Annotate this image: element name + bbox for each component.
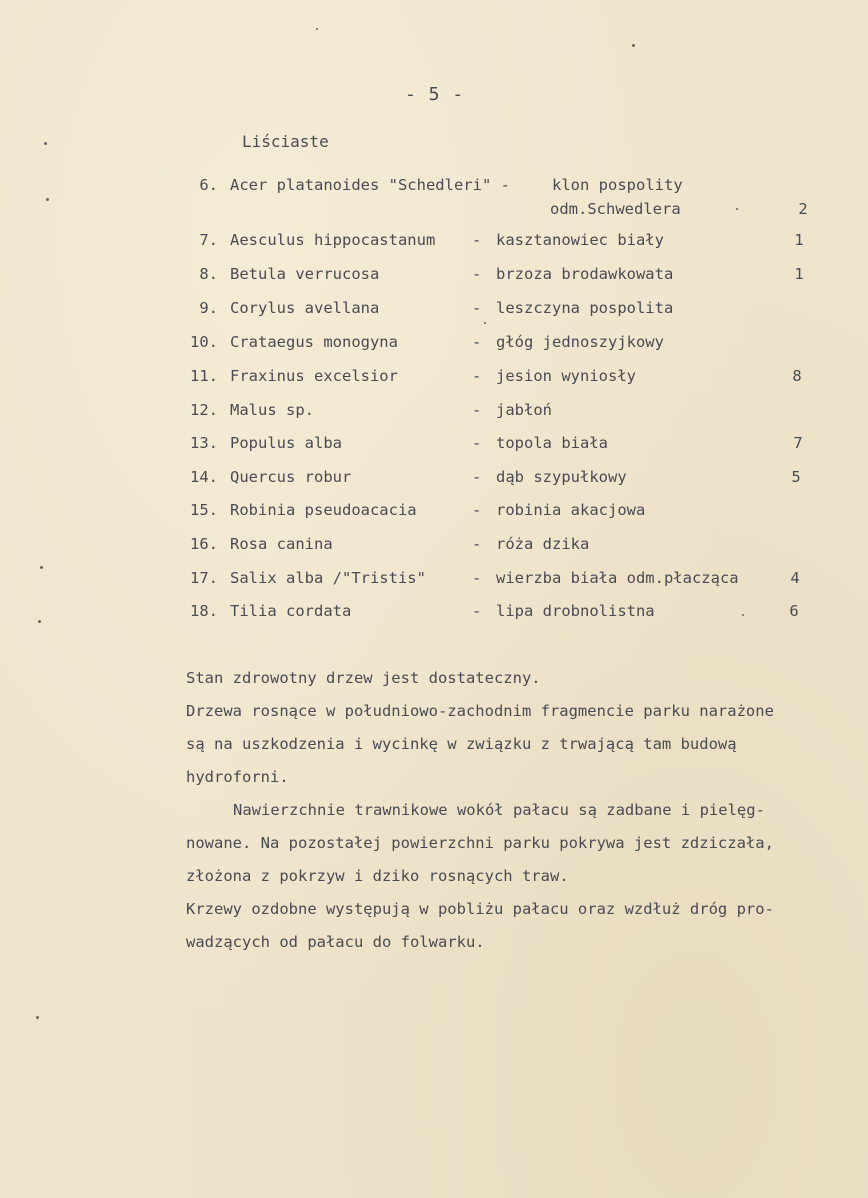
species-polish-name: robinia akacjowa (496, 501, 646, 519)
species-number: 17. (190, 569, 218, 587)
species-latin-name: Rosa canina (230, 535, 333, 553)
species-number: 15. (190, 501, 218, 519)
species-polish-name-continued: odm.Schwedlera (550, 200, 681, 218)
species-count: 5 (791, 468, 801, 486)
species-polish-name: wierzba biała odm.płacząca (496, 569, 739, 587)
species-dash: - (472, 535, 482, 553)
species-latin-name: Aesculus hippocastanum (230, 231, 436, 249)
species-latin-name: Quercus robur (230, 468, 352, 486)
paper-speck (736, 208, 738, 210)
species-polish-name: kasztanowiec biały (496, 231, 664, 249)
species-number: 14. (190, 468, 218, 486)
species-dash: - (472, 602, 482, 620)
paper-speck (484, 322, 486, 324)
page-number: - 5 - (405, 84, 465, 105)
species-number: 10. (190, 333, 218, 351)
species-number: 9. (199, 299, 218, 317)
species-dash: - (472, 231, 482, 249)
paper-speck (38, 620, 41, 623)
paper-speck (632, 44, 635, 47)
species-number: 7. (199, 231, 218, 249)
species-number: 12. (190, 401, 218, 419)
species-latin-name: Fraxinus excelsior (230, 367, 398, 385)
species-count: 8 (792, 367, 802, 385)
species-count: 7 (793, 434, 803, 452)
species-latin-name: Betula verrucosa (230, 265, 380, 283)
species-dash: - (472, 501, 482, 519)
species-polish-name: róża dzika (496, 535, 590, 553)
species-dash: - (472, 434, 482, 452)
paper-speck (44, 142, 47, 145)
species-latin-name: Crataegus monogyna (230, 333, 398, 351)
species-number: 6. (199, 176, 218, 194)
species-latin-name: Malus sp. (230, 401, 314, 419)
species-polish-name: dąb szypułkowy (496, 468, 627, 486)
paper-speck (316, 28, 318, 30)
species-latin-name: Acer platanoides "Schedleri" - (230, 176, 510, 194)
body-text (186, 662, 846, 959)
body-line: są na uszkodzenia i wycinkę w związku z trwającą tam budową (186, 735, 737, 753)
species-latin-name: Populus alba (230, 434, 342, 452)
species-number: 11. (190, 367, 218, 385)
species-count: 1 (794, 265, 804, 283)
species-dash: - (472, 299, 482, 317)
species-dash: - (472, 367, 482, 385)
species-polish-name: topola biała (496, 434, 608, 452)
body-line: Drzewa rosnące w południowo-zachodnim fragmencie parku narażone (186, 702, 774, 720)
paper-speck (36, 1016, 39, 1019)
paper-speck (46, 198, 49, 201)
species-number: 18. (190, 602, 218, 620)
species-dash: - (472, 333, 482, 351)
species-latin-name: Salix alba /"Tristis" (230, 569, 426, 587)
species-polish-name: głóg jednoszyjkowy (496, 333, 664, 351)
species-polish-name: klon pospolity (552, 176, 683, 194)
species-dash: - (472, 401, 482, 419)
section-heading: Liściaste (242, 132, 329, 151)
body-line: Nawierzchnie trawnikowe wokół pałacu są zadbane i pielęg- (233, 801, 765, 819)
species-polish-name: jabłoń (496, 401, 552, 419)
species-latin-name: Corylus avellana (230, 299, 380, 317)
species-polish-name: lipa drobnolistna (496, 602, 655, 620)
species-polish-name: brzoza brodawkowata (496, 265, 674, 283)
body-line: hydroforni. (186, 768, 289, 786)
species-count: 4 (790, 569, 800, 587)
species-number: 13. (190, 434, 218, 452)
species-polish-name: leszczyna pospolita (496, 299, 674, 317)
species-dash: - (472, 265, 482, 283)
body-line: nowane. Na pozostałej powierzchni parku pokrywa jest zdziczała, (186, 834, 774, 852)
species-latin-name: Robinia pseudoacacia (230, 501, 417, 519)
body-line: Stan zdrowotny drzew jest dostateczny. (186, 669, 541, 687)
species-count: 2 (798, 200, 808, 218)
species-count: 1 (794, 231, 804, 249)
species-count: 6 (789, 602, 799, 620)
species-dash: - (472, 468, 482, 486)
species-polish-name: jesion wyniosły (496, 367, 636, 385)
body-line: złożona z pokrzyw i dziko rosnących traw. (186, 867, 569, 885)
species-number: 8. (199, 265, 218, 283)
paper-speck (742, 614, 744, 616)
body-line: wadzących od pałacu do folwarku. (186, 933, 485, 951)
species-number: 16. (190, 535, 218, 553)
species-latin-name: Tilia cordata (230, 602, 352, 620)
paper-speck (40, 566, 43, 569)
species-dash: - (472, 569, 482, 587)
body-line: Krzewy ozdobne występują w pobliżu pałacu oraz wzdłuż dróg pro- (186, 900, 774, 918)
